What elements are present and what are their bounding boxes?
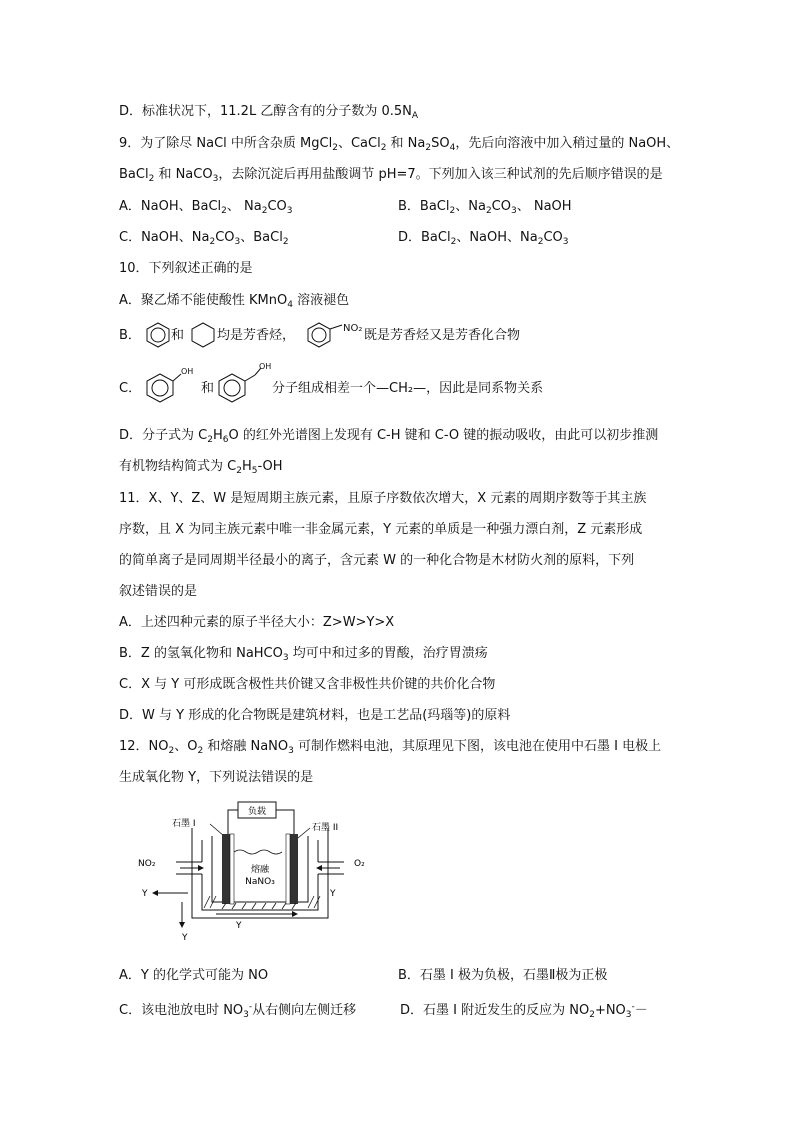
q9-option-c: C．NaOH、$Na_2CO_3$、BaCl$_2$	[119, 230, 289, 247]
q8-option-d: D．标准状况下，11.2L 乙醇含有的分子数为 $0.5N_A$	[119, 104, 419, 121]
graphite-i-electrode	[222, 834, 230, 904]
q9-stem-line2: BaCl$_2$ 和 NaCO$_3$，去除沉淀后再用盐酸调节 pH=7。下列加入该三种试剂的先后顺序错误的是	[119, 167, 663, 184]
q11-stem-line4: 叙述错误的是	[119, 584, 198, 599]
melt-label: 熔融	[250, 865, 270, 875]
graphite-ii-label: 石墨 II	[312, 823, 339, 833]
q11-option-b: B．Z 的氢氧化物和 NaHCO$_3$ 均可中和过多的胃酸，治疗胃溃疡	[119, 646, 488, 663]
y-bottom-label: Y	[236, 921, 242, 931]
graphite-ii-electrode	[290, 834, 298, 904]
q9-option-a: A．NaOH、BaCl$_2$、 $Na_2CO_3$	[119, 199, 293, 216]
y-left-label: Y	[142, 889, 148, 899]
q12-stem-line1: 12．$NO_2$、$O_2$ 和熔融 NaNO$_3$ 可制作燃料电池，其原理见下图，该电池在使用中石墨 I 电极上	[119, 739, 662, 756]
q11-option-a: A．上述四种元素的原子半径大小：Z>W>Y>X	[119, 615, 395, 630]
q12-option-a: A．Y 的化学式可能为 NO	[119, 968, 269, 983]
q12-stem-line2: 生成氧化物 Y，下列说法错误的是	[119, 770, 314, 785]
y-bottom-left-label: Y	[182, 933, 188, 943]
no2-inlet-label: NO₂	[138, 859, 156, 869]
q9-stem-line1: 9．为了除尽 NaCl 中所含杂质 MgCl$_2$、CaCl$_2$ 和 $Na_2SO_4$，先后向溶液中加入稍过量的 NaOH、	[119, 136, 680, 153]
o2-inlet-label: O₂	[354, 859, 365, 869]
nitro-group-label: NO₂	[343, 323, 363, 334]
q10-option-c-label: C．	[119, 381, 142, 396]
q11-stem-line2: 序数，且 X 为同主族元素中唯一非金属元素，Y 元素的单质是一种强力漂白剂，Z 元素形成	[119, 522, 643, 537]
load-label: 负载	[247, 807, 267, 817]
graphite-i-label: 石墨 I	[172, 819, 196, 829]
phenol-oh-label: OH	[181, 367, 194, 376]
q12-option-d: D．石墨 I 附近发生的反应为 $NO_2+NO_3^--$	[400, 1002, 648, 1020]
q9-option-b: B．BaCl$_2$、$Na_2CO_3$、 NaOH	[398, 199, 572, 216]
y-right-label: Y	[330, 889, 336, 899]
q10-c-end: 分子组成相差一个—CH₂—，因此是同系物关系	[272, 381, 544, 396]
q9-option-d: D．BaCl$_2$、NaOH、$Na_2CO_3$	[398, 230, 569, 247]
q11-option-d: D．W 与 Y 形成的化合物既是建筑材料，也是工艺品(玛瑙等)的原料	[119, 708, 511, 723]
nano3-label: NaNO₃	[245, 877, 275, 887]
q11-option-c: C．X 与 Y 可形成既含极性共价键又含非极性共价键的共价化合物	[119, 677, 496, 692]
q12-option-b: B．石墨 I 极为负极，石墨Ⅱ极为正极	[398, 968, 608, 983]
q11-stem-line1: 11．X、Y、Z、W 是短周期主族元素，且原子序数依次增大，X 元素的周期序数等于其主族	[119, 491, 647, 506]
q12-option-c: C．该电池放电时 $NO_3^-$从右侧向左侧迁移	[119, 1002, 357, 1020]
q10-option-d-line2: 有机物结构简式为 $C_2H_5-OH$	[119, 459, 283, 476]
q10-b-mid: 均是芳香烃，	[217, 328, 296, 343]
benzyl-oh-label: OH	[259, 362, 272, 371]
q10-option-d-line1: D．分子式为 $C_2H_6O$ 的红外光谱图上发现有 C-H 键和 C-O 键的振动吸收，由此可以初步推测	[119, 428, 659, 445]
nitrobenzene-structure	[306, 321, 344, 349]
q10-option-b-label: B．	[119, 328, 141, 343]
q10-stem: 10．下列叙述正确的是	[119, 261, 253, 276]
q11-stem-line3: 的简单离子是同周期半径最小的离子，含元素 W 的一种化合物是木材防火剂的原料，下列	[119, 553, 635, 568]
fuel-cell-diagram	[132, 800, 367, 960]
q10-option-a: A．聚乙烯不能使酸性 KMnO$_4$ 溶液褪色	[119, 293, 350, 310]
benzene-structure	[145, 321, 171, 349]
q10-b-and: 和	[171, 328, 185, 343]
q10-b-end: 既是芳香烃又是芳香化合物	[364, 328, 521, 343]
cyclohexane-structure	[190, 321, 216, 349]
q10-c-and: 和	[201, 381, 215, 396]
